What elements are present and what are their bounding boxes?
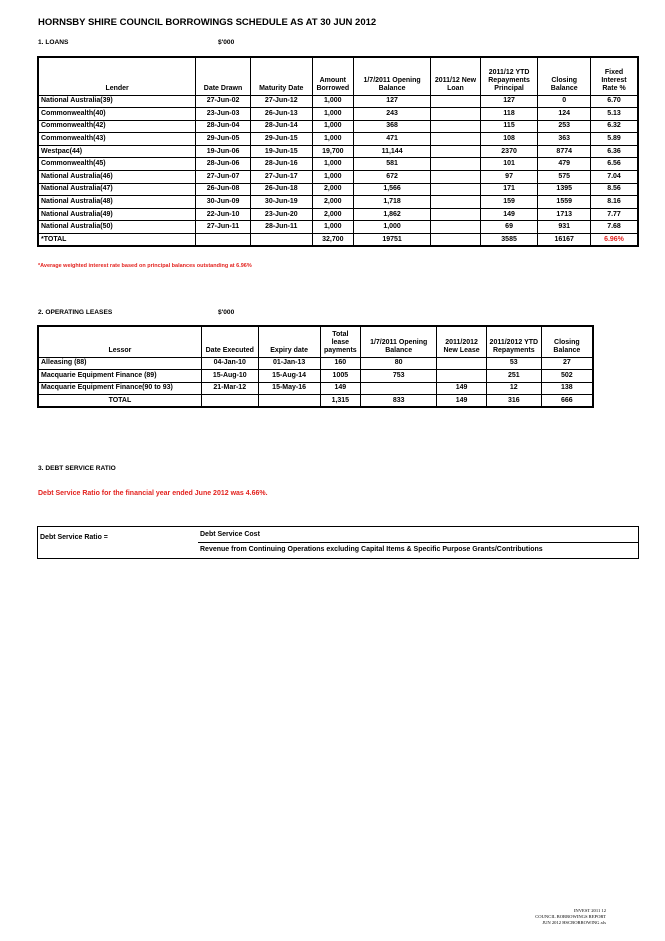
leases-col-header: Expiry date [258,326,320,357]
table-cell [431,145,480,158]
table-cell: 01-Jan-13 [258,357,320,370]
table-cell: 316 [486,395,541,408]
table-cell: 471 [353,133,430,146]
table-cell: 1,000 [312,108,353,121]
table-cell: Commonwealth(45) [38,158,196,171]
leases-col-header: Total lease payments [320,326,361,357]
table-cell: Macquarie Equipment Finance (89) [38,370,201,383]
table-cell: 28-Jun-04 [196,120,251,133]
table-cell [196,234,251,247]
table-row [38,171,638,184]
table-cell: 12 [486,382,541,395]
leases-col-header: Closing Balance [541,326,593,357]
loans-col-header: Maturity Date [250,57,312,95]
table-cell: 15-May-16 [258,382,320,395]
table-row [38,158,638,171]
table-cell: 1395 [538,183,591,196]
table-cell: Commonwealth(40) [38,108,196,121]
table-row [38,208,638,221]
table-cell: 101 [480,158,538,171]
table-cell: 1,000 [312,221,353,234]
table-cell: 0 [538,95,591,108]
table-cell: 8.56 [591,183,639,196]
table-cell: 6.96% [591,234,639,247]
table-cell: 124 [538,108,591,121]
table-cell: 159 [480,196,538,209]
table-cell: National Australia(50) [38,221,196,234]
table-row [38,221,638,234]
table-cell: 23-Jun-20 [250,208,312,221]
table-cell: 80 [361,357,437,370]
table-cell: 368 [353,120,430,133]
table-cell: 7.77 [591,208,639,221]
leases-total-row [38,395,593,408]
table-cell: 27-Jun-07 [196,171,251,184]
table-cell [431,196,480,209]
table-cell: 833 [361,395,437,408]
table-cell [431,158,480,171]
table-cell: 19-Jun-06 [196,145,251,158]
table-cell: 1,000 [312,171,353,184]
table-cell: 479 [538,158,591,171]
table-cell [431,95,480,108]
table-cell: 149 [320,382,361,395]
table-cell: 27-Jun-12 [250,95,312,108]
loans-unit: $'000 [218,39,235,46]
table-cell: 118 [480,108,538,121]
table-cell: TOTAL [38,395,201,408]
table-cell: 1,000 [353,221,430,234]
loans-col-header: 1/7/2011 Opening Balance [353,57,430,95]
loans-col-header: Amount Borrowed [312,57,353,95]
table-cell: 581 [353,158,430,171]
table-cell: 666 [541,395,593,408]
leases-table [37,325,594,408]
table-cell: 8774 [538,145,591,158]
table-cell: 6.70 [591,95,639,108]
dsr-label: Debt Service Ratio = [40,534,108,541]
table-cell: 2,000 [312,208,353,221]
loans-col-header: Fixed Interest Rate % [591,57,639,95]
leases-col-header: 2011/2012 New Lease [437,326,487,357]
table-cell [431,183,480,196]
loans-table [37,56,639,247]
leases-unit: $'000 [218,309,235,316]
table-cell: 1,000 [312,95,353,108]
loans-col-header: Date Drawn [196,57,251,95]
table-cell: 27-Jun-11 [196,221,251,234]
leases-heading: 2. OPERATING LEASES [38,309,113,316]
table-cell [201,395,258,408]
table-cell: 149 [437,382,487,395]
leases-col-header: Date Executed [201,326,258,357]
table-cell: 23-Jun-03 [196,108,251,121]
table-cell: 27 [541,357,593,370]
table-cell: 11,144 [353,145,430,158]
table-cell: 160 [320,357,361,370]
table-cell: 04-Jan-10 [201,357,258,370]
table-cell [361,382,437,395]
table-row [38,145,638,158]
leases-col-header: 2011/2012 YTD Repayments [486,326,541,357]
table-cell: 29-Jun-15 [250,133,312,146]
table-cell: 672 [353,171,430,184]
table-cell [437,370,487,383]
loans-footnote: *Average weighted interest rate based on principal balances outstanding at 6.96% [38,263,252,269]
table-cell: National Australia(47) [38,183,196,196]
table-cell [431,234,480,247]
table-cell: National Australia(46) [38,171,196,184]
table-row [38,183,638,196]
table-cell: 30-Jun-19 [250,196,312,209]
loans-col-header: 2011/12 New Loan [431,57,480,95]
dsr-denominator: Revenue from Continuing Operations excluding Capital Items & Specific Purpose Grants/Contributions [200,546,543,553]
table-cell: 251 [486,370,541,383]
table-row [38,196,638,209]
table-cell: 1,315 [320,395,361,408]
table-cell: 1,566 [353,183,430,196]
dsr-heading: 3. DEBT SERVICE RATIO [38,465,116,472]
table-cell: 931 [538,221,591,234]
table-cell: 19,700 [312,145,353,158]
table-cell: 6.56 [591,158,639,171]
table-cell: 27-Jun-02 [196,95,251,108]
table-cell: 127 [353,95,430,108]
table-cell: 3585 [480,234,538,247]
table-cell [258,395,320,408]
table-cell: 2,000 [312,183,353,196]
table-row [38,133,638,146]
table-cell: 108 [480,133,538,146]
fraction-line [198,542,638,543]
table-cell: 32,700 [312,234,353,247]
table-cell [431,120,480,133]
table-cell: National Australia(39) [38,95,196,108]
table-cell [431,221,480,234]
table-cell: 1005 [320,370,361,383]
table-cell: 363 [538,133,591,146]
footer-line: JUN 2012 HSCBORROWING.xls [542,920,606,925]
table-cell: 16167 [538,234,591,247]
table-cell: 22-Jun-10 [196,208,251,221]
table-cell: 26-Jun-18 [250,183,312,196]
table-cell: 26-Jun-13 [250,108,312,121]
loans-col-header: 2011/12 YTD Repayments Principal [480,57,538,95]
table-row [38,120,638,133]
table-cell: 115 [480,120,538,133]
table-cell: Westpac(44) [38,145,196,158]
table-cell: 15-Aug-14 [258,370,320,383]
table-cell: 28-Jun-14 [250,120,312,133]
table-cell: Commonwealth(42) [38,120,196,133]
table-cell: 171 [480,183,538,196]
table-cell [431,133,480,146]
table-cell: 26-Jun-08 [196,183,251,196]
table-cell: 149 [437,395,487,408]
table-row [38,370,593,383]
table-row [38,108,638,121]
table-cell: 138 [541,382,593,395]
table-row [38,382,593,395]
footer-line: INVEST 2011 12 [573,908,606,913]
table-cell: 1559 [538,196,591,209]
table-cell: 149 [480,208,538,221]
table-cell: 69 [480,221,538,234]
table-cell: 243 [353,108,430,121]
table-cell: Commonwealth(43) [38,133,196,146]
table-cell: 6.32 [591,120,639,133]
table-cell: 53 [486,357,541,370]
dsr-numerator: Debt Service Cost [200,531,260,538]
table-cell: 753 [361,370,437,383]
table-cell: 19751 [353,234,430,247]
leases-col-header: Lessor [108,346,132,354]
table-cell: 253 [538,120,591,133]
table-cell: 6.36 [591,145,639,158]
leases-col-header: 1/7/2011 Opening Balance [361,326,437,357]
table-cell: 575 [538,171,591,184]
table-cell: 1,718 [353,196,430,209]
dsr-statement: Debt Service Ratio for the financial year ended June 2012 was 4.66%. [38,490,268,497]
loans-heading: 1. LOANS [38,39,69,46]
table-cell: 7.68 [591,221,639,234]
table-cell: 1,000 [312,133,353,146]
table-cell [431,108,480,121]
table-cell: 1,000 [312,158,353,171]
dsr-formula-box [37,526,639,559]
table-cell: 28-Jun-16 [250,158,312,171]
table-cell: 27-Jun-17 [250,171,312,184]
table-cell: *TOTAL [38,234,196,247]
table-cell: Alleasing (88) [38,357,201,370]
table-cell: 21-Mar-12 [201,382,258,395]
file-reference [490,908,606,926]
table-cell: 7.04 [591,171,639,184]
table-cell [250,234,312,247]
footer-line: COUNCIL BORROWINGS REPORT [535,914,606,919]
loans-col-header: Lender [105,84,129,92]
table-cell: 28-Jun-11 [250,221,312,234]
table-row [38,357,593,370]
table-cell [431,208,480,221]
table-cell: 97 [480,171,538,184]
table-cell: 127 [480,95,538,108]
table-cell: 1,862 [353,208,430,221]
table-cell: 19-Jun-15 [250,145,312,158]
table-cell [437,357,487,370]
table-cell: 1,000 [312,120,353,133]
table-cell: 5.13 [591,108,639,121]
table-cell: 5.89 [591,133,639,146]
table-cell: National Australia(48) [38,196,196,209]
loans-total-row [38,234,638,247]
loans-col-header: Closing Balance [538,57,591,95]
table-cell: National Australia(49) [38,208,196,221]
table-row [38,95,638,108]
table-cell: 30-Jun-09 [196,196,251,209]
table-cell: 2370 [480,145,538,158]
table-cell: 28-Jun-06 [196,158,251,171]
page-title: HORNSBY SHIRE COUNCIL BORROWINGS SCHEDULE AS AT 30 JUN 2012 [38,17,377,28]
table-cell: 29-Jun-05 [196,133,251,146]
table-cell: 15-Aug-10 [201,370,258,383]
table-cell: 502 [541,370,593,383]
table-cell [431,171,480,184]
table-cell: 1713 [538,208,591,221]
table-cell: 2,000 [312,196,353,209]
table-cell: Macquarie Equipment Finance(90 to 93) [38,382,201,395]
table-cell: 8.16 [591,196,639,209]
